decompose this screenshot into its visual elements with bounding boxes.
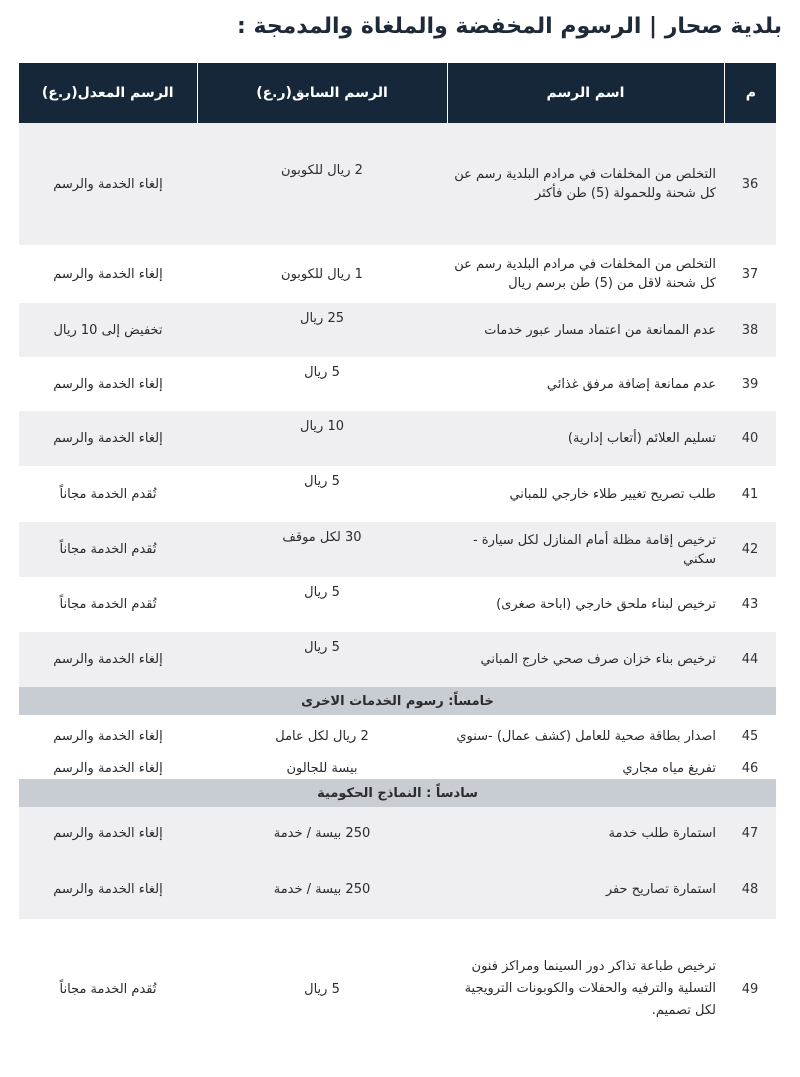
previous-fee: 30 لكل موقف [197, 522, 447, 577]
row-number: 46 [724, 757, 776, 779]
previous-fee: 250 بيسة / خدمة [197, 859, 447, 919]
new-fee: تُقدم الخدمة مجاناً [19, 522, 197, 577]
row-number: 44 [724, 632, 776, 687]
previous-fee: 2 ريال لكل عامل [197, 715, 447, 757]
previous-fee: 1 ريال للكوبون [197, 245, 447, 303]
page-title: بلدية صحار | الرسوم المخفضة والملغاة والمدمجة : [237, 14, 782, 39]
row-number: 41 [724, 466, 776, 522]
new-fee: إلغاء الخدمة والرسم [19, 715, 197, 757]
new-fee: إلغاء الخدمة والرسم [19, 807, 197, 859]
fee-name: التخلص من المخلفات في مرادم البلدية رسم عن كل شحنة وللحمولة (5) طن فأكثر [447, 123, 724, 245]
fee-name: التخلص من المخلفات في مرادم البلدية رسم عن كل شحنة لاقل من (5) طن برسم ريال [447, 245, 724, 303]
previous-fee: 10 ريال [197, 411, 447, 466]
header-new-fee: الرسم المعدل(ر.ع) [19, 63, 197, 123]
row-number: 47 [724, 807, 776, 859]
row-number: 42 [724, 522, 776, 577]
table-row [19, 522, 776, 577]
new-fee: إلغاء الخدمة والرسم [19, 757, 197, 779]
table-row [19, 757, 776, 779]
new-fee: إلغاء الخدمة والرسم [19, 859, 197, 919]
fee-name: ترخيص إقامة مظلة أمام المنازل لكل سيارة - سكني [447, 522, 724, 577]
fee-name: اصدار بطاقة صحية للعامل (كشف عمال) -سنوي [447, 715, 724, 757]
section-title: خامساً: رسوم الخدمات الاخرى [19, 687, 776, 715]
table-row [19, 859, 776, 919]
row-number: 43 [724, 577, 776, 632]
table-row [19, 466, 776, 522]
table-row [19, 577, 776, 632]
section-title: سادساً : النماذج الحكومية [19, 779, 776, 807]
table-row [19, 303, 776, 357]
fee-name: ترخيص بناء خزان صرف صحي خارج المباني [447, 632, 724, 687]
table-row [19, 411, 776, 466]
row-number: 40 [724, 411, 776, 466]
table-row [19, 715, 776, 757]
previous-fee: 5 ريال [197, 357, 447, 411]
fees-table [19, 63, 776, 1059]
fee-name: استمارة تصاريح حفر [447, 859, 724, 919]
fee-name: عدم ممانعة إضافة مرفق غذائي [447, 357, 724, 411]
table-row [19, 245, 776, 303]
row-number: 48 [724, 859, 776, 919]
table-row [19, 632, 776, 687]
new-fee: إلغاء الخدمة والرسم [19, 632, 197, 687]
fee-name: استمارة طلب خدمة [447, 807, 724, 859]
previous-fee: 25 ريال [197, 303, 447, 357]
new-fee: تُقدم الخدمة مجاناً [19, 577, 197, 632]
header-previous-fee: الرسم السابق(ر.ع) [197, 63, 447, 123]
previous-fee: 5 ريال [197, 466, 447, 522]
fee-name: ترخيص طباعة تذاكر دور السينما ومراكز فنون التسلية والترفيه والحفلات والكوبونات الترويجية لكل تصميم. [447, 919, 724, 1059]
new-fee: تُقدم الخدمة مجاناً [19, 919, 197, 1059]
header-number: م [724, 63, 776, 123]
new-fee: تُقدم الخدمة مجاناً [19, 466, 197, 522]
previous-fee: 2 ريال للكوبون [197, 123, 447, 245]
previous-fee: 250 بيسة / خدمة [197, 807, 447, 859]
section-header-government-forms [19, 779, 776, 807]
previous-fee: 5 ريال [197, 632, 447, 687]
row-number: 38 [724, 303, 776, 357]
table-row [19, 123, 776, 245]
row-number: 45 [724, 715, 776, 757]
new-fee: إلغاء الخدمة والرسم [19, 357, 197, 411]
new-fee: تخفيض إلى 10 ريال [19, 303, 197, 357]
row-number: 49 [724, 919, 776, 1059]
new-fee: إلغاء الخدمة والرسم [19, 411, 197, 466]
new-fee: إلغاء الخدمة والرسم [19, 123, 197, 245]
section-header-other-services [19, 687, 776, 715]
header-fee-name: اسم الرسم [447, 63, 724, 123]
table-row [19, 357, 776, 411]
previous-fee: 5 ريال [197, 919, 447, 1059]
previous-fee: بيسة للجالون [197, 757, 447, 779]
fee-name: تسليم العلائم (أتعاب إدارية) [447, 411, 724, 466]
previous-fee: 5 ريال [197, 577, 447, 632]
fee-name: ترخيص لبناء ملحق خارجي (اباحة صغرى) [447, 577, 724, 632]
row-number: 37 [724, 245, 776, 303]
fee-name: طلب تصريح تغيير طلاء خارجي للمباني [447, 466, 724, 522]
table-header-row [19, 63, 776, 123]
row-number: 39 [724, 357, 776, 411]
new-fee: إلغاء الخدمة والرسم [19, 245, 197, 303]
fee-name: تفريغ مياه مجاري [447, 757, 724, 779]
table-row [19, 807, 776, 859]
fee-name: عدم الممانعة من اعتماد مسار عبور خدمات [447, 303, 724, 357]
table-row [19, 919, 776, 1059]
row-number: 36 [724, 123, 776, 245]
